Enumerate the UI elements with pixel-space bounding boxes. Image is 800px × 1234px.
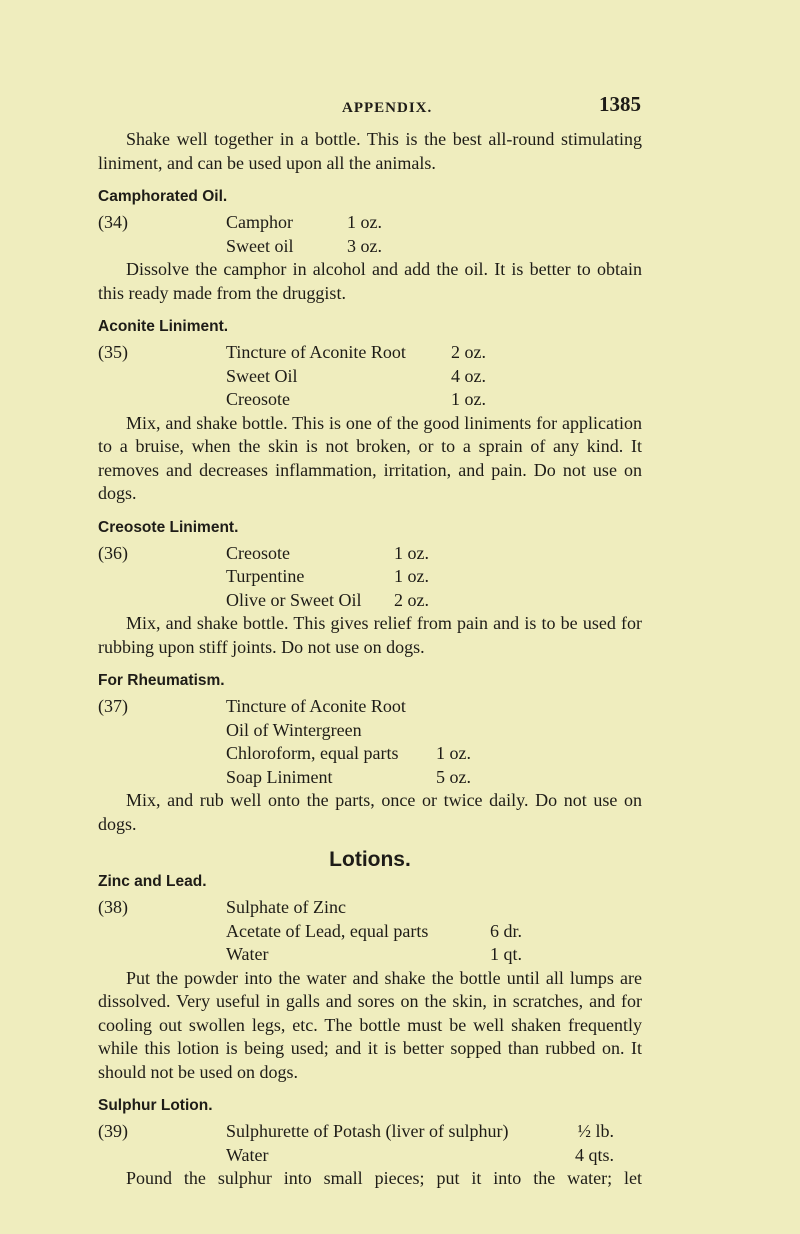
ingredient-quantity: 2 oz. [394,589,429,610]
recipe-number: (39) [98,1121,128,1141]
ingredient-row [226,589,642,613]
ingredient-quantity: 1 qt. [490,944,523,964]
running-head: APPENDIX. [342,100,433,116]
aconite-liniment-instructions: Mix, and shake bottle. This is one of the good liniments for application to a bruise, when the skin is not broken, or to a sprain of any kind. It removes and decreases inflammation, irritation, and pain. Do not use on dogs. [98,412,642,503]
ingredient-quantity: 3 oz. [347,235,382,256]
page-header [0,92,800,122]
ingredient-row [226,742,642,766]
aconite-liniment-heading: Aconite Liniment. [98,318,229,335]
ingredient-row [226,896,642,920]
recipe-number: (34) [98,212,128,232]
sulphur-lotion-heading: Sulphur Lotion. [98,1097,213,1114]
recipe-number: (35) [98,342,128,362]
ingredient-name: Tincture of Aconite Root [226,696,406,716]
ingredient-name: Creosote [226,542,290,563]
ingredient-name: Oil of Wintergreen [226,719,362,740]
ingredient-quantity: 1 oz. [451,389,486,409]
aconite-liniment-recipe [98,341,642,412]
ingredient-quantity: ½ lb. [577,1121,614,1141]
ingredient-row [226,565,642,589]
ingredient-name: Tincture of Aconite Root [226,342,406,362]
ingredient-name: Creosote [226,389,290,409]
ingredient-name: Chloroform, equal parts [226,743,399,763]
recipe-number: (38) [98,897,128,917]
zinc-and-lead-recipe [98,896,642,967]
ingredient-name: Olive or Sweet Oil [226,589,362,610]
ingredient-name: Sweet oil [226,235,294,256]
ingredient-quantity: 1 oz. [394,542,429,563]
camphorated-oil-heading: Camphorated Oil. [98,188,228,205]
ingredient-row [226,542,642,566]
lotions-title: Lotions. [329,848,411,871]
ingredient-list [226,896,642,967]
recipe-number: (37) [98,696,128,716]
recipe-number: (36) [98,542,128,563]
ingredient-name: Sulphurette of Potash (liver of sulphur) [226,1121,509,1141]
ingredient-list [226,1120,614,1167]
ingredient-quantity: 1 oz. [394,566,429,586]
ingredient-quantity: 4 qts. [574,1144,614,1165]
ingredient-list [226,341,642,412]
page-number: 1385 [599,92,641,116]
ingredient-name: Water [226,1144,269,1165]
ingredient-name: Soap Liniment [226,766,333,787]
ingredient-row [226,766,642,790]
sulphur-lotion-instructions: Pound the sulphur into small pieces; put it into the water; let [126,1168,642,1188]
ingredient-name: Camphor [226,212,293,232]
intro-paragraph: Shake well together in a bottle. This is the best all-round stimulating liniment, and can be used upon all the animals. [98,129,642,173]
ingredient-name: Sulphate of Zinc [226,897,346,917]
rheumatism-instructions: Mix, and rub well onto the parts, once or twice daily. Do not use on dogs. [98,790,642,834]
ingredient-row [226,341,642,365]
camphorated-oil-instructions: Dissolve the camphor in alcohol and add the oil. It is better to obtain this ready made from the druggist. [98,259,642,303]
ingredient-row [226,719,642,743]
rheumatism-recipe [98,695,642,789]
ingredient-row [226,943,642,967]
ingredient-quantity: 5 oz. [436,766,471,787]
ingredient-list [226,542,642,613]
ingredient-row [226,1120,614,1144]
ingredient-row [226,388,642,412]
ingredient-row [226,365,642,389]
ingredient-row [226,211,642,235]
zinc-and-lead-instructions: Put the powder into the water and shake the bottle until all lumps are dissolved. Very useful in galls and sores on the skin, in scratches, and for cooling out swollen legs, etc. The bottle must be well shaken frequently while this lotion is being used; and it is better sopped than rubbed on. It should not be used on dogs. [98,967,642,1082]
ingredient-quantity: 2 oz. [451,342,486,362]
creosote-liniment-heading: Creosote Liniment. [98,518,239,536]
ingredient-list [226,695,642,789]
creosote-liniment-instructions: Mix, and shake bottle. This gives relief from pain and is to be used for rubbing upon stiff joints. Do not use on dogs. [98,613,642,657]
rheumatism-heading: For Rheumatism. [98,672,225,689]
ingredient-row [226,1144,614,1168]
ingredient-row [226,235,642,259]
camphorated-oil-recipe [98,211,642,258]
ingredient-row [226,920,642,944]
ingredient-list [226,211,642,258]
ingredient-quantity: 6 dr. [490,920,523,941]
sulphur-lotion-recipe [98,1120,642,1167]
ingredient-row [226,695,642,719]
ingredient-name: Acetate of Lead, equal parts [226,920,429,941]
zinc-and-lead-heading: Zinc and Lead. [98,873,207,890]
creosote-liniment-recipe [98,542,642,613]
ingredient-name: Turpentine [226,566,305,586]
ingredient-name: Sweet Oil [226,365,298,386]
ingredient-quantity: 4 oz. [451,365,486,386]
ingredient-quantity: 1 oz. [436,743,471,763]
ingredient-name: Water [226,944,269,964]
ingredient-quantity: 1 oz. [347,212,382,232]
page-body [98,128,642,1191]
